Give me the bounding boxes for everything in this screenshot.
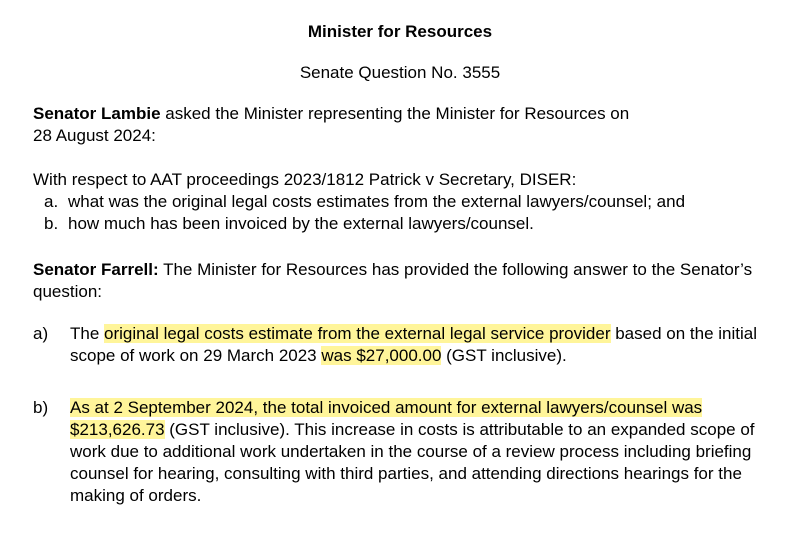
question-date: 28 August 2024: (33, 126, 156, 145)
answer-b (33, 397, 773, 507)
answer-a-segment: The (70, 324, 105, 343)
answer-marker: a) (33, 324, 49, 343)
highlighted-text: original legal costs estimate from the external legal service provider (104, 324, 611, 343)
question-item-b (33, 213, 773, 235)
answer-a-segment: (GST inclusive). (441, 346, 567, 365)
question-body (33, 169, 773, 235)
answer-a (33, 323, 773, 367)
question-lead: With respect to AAT proceedings 2023/1812 Patrick v Secretary, DISER: (33, 170, 577, 189)
question-item-marker: b. (44, 214, 59, 233)
question-number: Senate Question No. 3555 (299, 63, 501, 82)
answer-intro (33, 259, 773, 303)
document-title: Minister for Resources (307, 22, 493, 41)
answer-marker: b) (33, 398, 49, 417)
answer-a-segment: based on the initial scope of work on 29 March 2023 (70, 324, 757, 365)
question-intro-text: asked the Minister representing the Minister for Resources on (160, 104, 630, 123)
highlighted-text: As at 2 September 2024, the total invoiced amount for external lawyers/counsel was $213,626.73 (70, 398, 703, 439)
question-item-a (33, 191, 773, 213)
answering-senator: Senator Farrell: (33, 260, 159, 279)
question-item-text: how much has been invoiced by the external lawyers/counsel. (68, 214, 534, 233)
answer-b-text (70, 397, 770, 507)
answer-intro-text: The Minister for Resources has provided the following answer to the Senator’s question: (33, 260, 753, 301)
question-intro (33, 103, 773, 147)
question-items (33, 191, 773, 235)
highlighted-text: was $27,000.00 (321, 346, 442, 365)
answer-a-text (70, 323, 770, 367)
question-item-text: what was the original legal costs estimates from the external lawyers/counsel; and (68, 192, 686, 211)
question-item-marker: a. (44, 192, 59, 211)
asking-senator: Senator Lambie (33, 104, 161, 123)
answer-b-segment: (GST inclusive). This increase in costs is attributable to an expanded scope of work due to additional work undertaken in the course of a review process including briefing counsel for hearing, consulting with third parties, and attending directions hearings for the making of orders. (70, 420, 755, 505)
